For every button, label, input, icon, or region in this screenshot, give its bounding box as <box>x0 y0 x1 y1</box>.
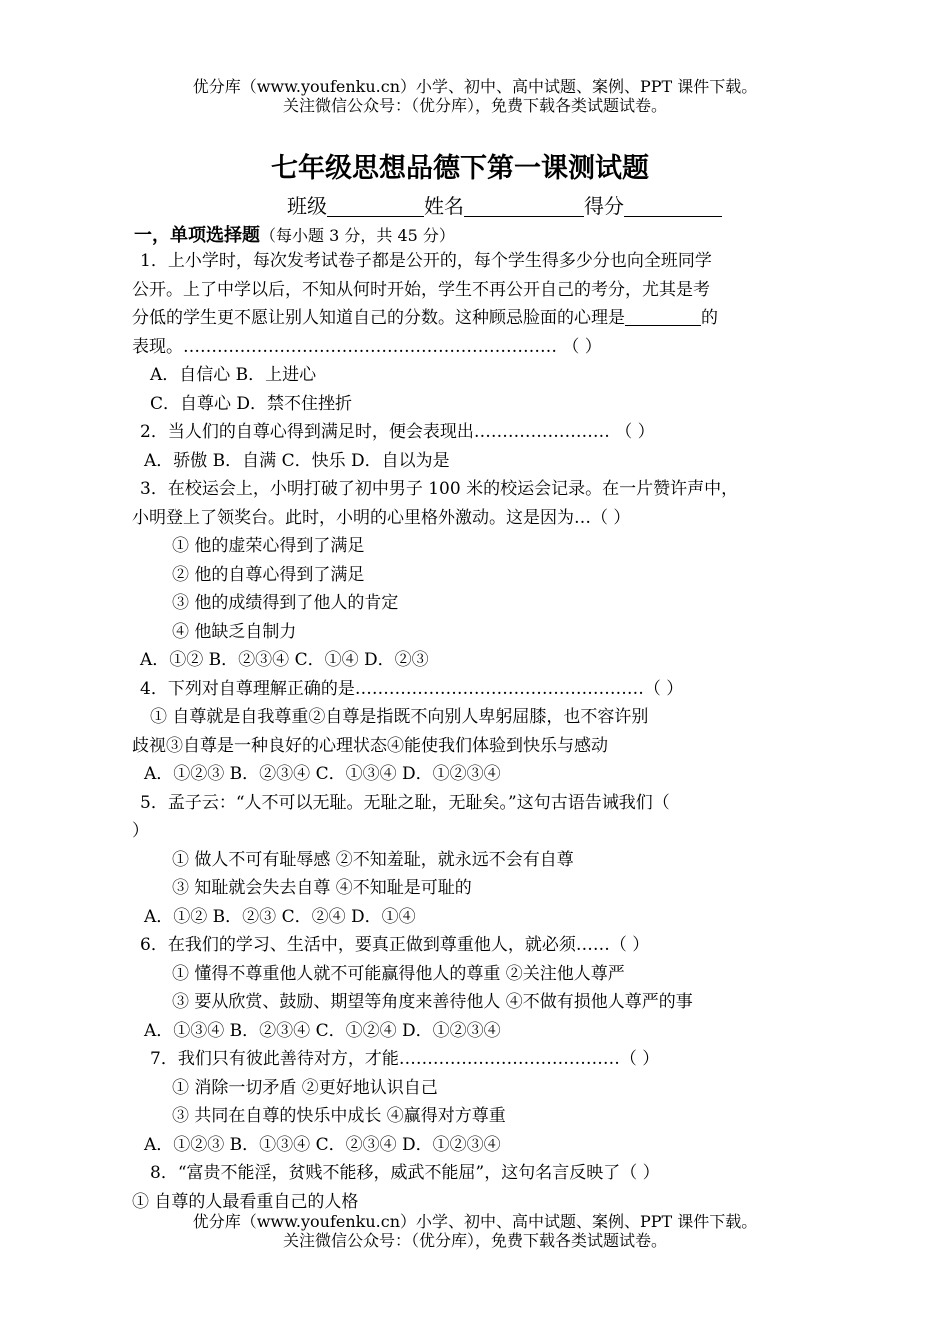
q7-statement-2: ③ 共同在自尊的快乐中成长 ④赢得对方尊重 <box>172 1106 506 1126</box>
q4-options: A．①②③ B．②③④ C．①③④ D．①②③④ <box>144 764 501 784</box>
score-blank <box>624 196 722 217</box>
q5-options: A．①② B．②③ C．②④ D．①④ <box>144 906 416 927</box>
name-label: 姓名 <box>424 194 464 218</box>
q1-line-3 <box>132 304 802 333</box>
student-info-fields <box>287 190 722 219</box>
q5-statement-2: ③ 知耻就会失去自尊 ④不知耻是可耻的 <box>172 878 472 898</box>
q5-line-2: ） <box>132 821 149 841</box>
q3-line-2: 小明登上了领奖台。此时，小明的心里格外激动。这是因为…（ ） <box>132 507 631 528</box>
q3-statement-4: ④ 他缺乏自制力 <box>172 621 297 642</box>
q4-line-1: 4．下列对自尊理解正确的是……………………………………………（ ） <box>140 678 684 699</box>
score-label: 得分 <box>584 194 624 218</box>
header-line-2: 关注微信公众号：（优分库），免费下载各类试题试卷。 <box>282 96 667 115</box>
class-blank <box>327 196 424 217</box>
q3-options: A．①② B．②③④ C．①④ D．②③ <box>140 650 429 670</box>
q7-statement-1: ① 消除一切矛盾 ②更好地认识自己 <box>172 1077 438 1098</box>
q6-statement-1: ① 懂得不尊重他人就不可能赢得他人的尊重 ②关注他人尊严 <box>172 963 625 984</box>
class-label: 班级 <box>287 194 327 218</box>
q6-statement-2: ③ 要从欣赏、鼓励、期望等角度来善待他人 ④不做有损他人尊严的事 <box>172 992 693 1012</box>
q4-line-2: ① 自尊就是自我尊重②自尊是指既不向别人卑躬屈膝，也不容许别 <box>150 707 649 727</box>
q1-line-1: 1．上小学时，每次发考试卷子都是公开的，每个学生得多少分也向全班同学 <box>140 251 712 271</box>
q5-line-1: 5．孟子云：“人不可以无耻。无耻之耻，无耻矣。”这句古语告诫我们（ <box>140 792 670 813</box>
q1-line-3-text: 分低的学生更不愿让别人知道自己的分数。这种顾忌脸面的心理是 <box>132 308 625 328</box>
q1-answer-blank <box>625 307 701 326</box>
section-title: 一，单项选择题 <box>134 225 260 246</box>
question-list <box>132 247 802 1216</box>
q6-options: A．①③④ B．②③④ C．①②④ D．①②③④ <box>144 1020 501 1041</box>
section-heading <box>134 221 455 247</box>
footer-line-2: 关注微信公众号：（优分库），免费下载各类试题试卷。 <box>282 1231 667 1250</box>
q7-options: A．①②③ B．①③④ C．②③④ D．①②③④ <box>144 1134 501 1155</box>
q3-statement-1: ① 他的虚荣心得到了满足 <box>172 536 365 556</box>
q1-line-2: 公开。上了中学以后，不知从何时开始，学生不再公开自己的考分，尤其是考 <box>132 279 710 300</box>
q5-statement-1: ① 做人不可有耻辱感 ②不知羞耻，就永远不会有自尊 <box>172 849 574 870</box>
name-blank <box>464 196 584 217</box>
q3-line-1: 3．在校运会上，小明打破了初中男子 100 米的校运会记录。在一片赞许声中， <box>140 479 739 499</box>
q1-options-1: A．自信心 B．上进心 <box>150 365 317 385</box>
q1-line-3-end: 的 <box>701 308 718 328</box>
q8-line-1: 8．“富贵不能淫，贫贱不能移，威武不能屈”，这句名言反映了（ ） <box>150 1163 660 1183</box>
page-title: 七年级思想品德下第一课测试题 <box>271 153 649 184</box>
section-note: （每小题 3 分，共 45 分） <box>260 226 455 245</box>
q1-line-4: 表现。………………………………………………………… （ ） <box>132 336 602 357</box>
q1-options-2: C．自尊心 D．禁不住挫折 <box>150 393 353 414</box>
q4-line-3: 歧视③自尊是一种良好的心理状态④能使我们体验到快乐与感动 <box>132 735 608 756</box>
q7-line-1: 7．我们只有彼此善待对方，才能…………………………………（ ） <box>150 1049 660 1069</box>
header-line-1: 优分库（www.youfenku.cn）小学、初中、高中试题、案例、PPT 课件下载。 <box>192 77 758 96</box>
page-footer <box>0 1212 950 1250</box>
footer-line-1: 优分库（www.youfenku.cn）小学、初中、高中试题、案例、PPT 课件下载。 <box>192 1212 758 1231</box>
q3-statement-2: ② 他的自尊心得到了满足 <box>172 564 365 585</box>
q8-statement-1: ① 自尊的人最看重自己的人格 <box>132 1191 359 1212</box>
q2-line-1: 2．当人们的自尊心得到满足时，便会表现出…………………… （ ） <box>140 422 655 442</box>
q6-line-1: 6．在我们的学习、生活中，要真正做到尊重他人，就必须……（ ） <box>140 935 650 955</box>
q3-statement-3: ③ 他的成绩得到了他人的肯定 <box>172 593 399 613</box>
page-header <box>0 77 950 115</box>
q2-options: A．骄傲 B．自满 C．快乐 D．自以为是 <box>144 450 450 471</box>
